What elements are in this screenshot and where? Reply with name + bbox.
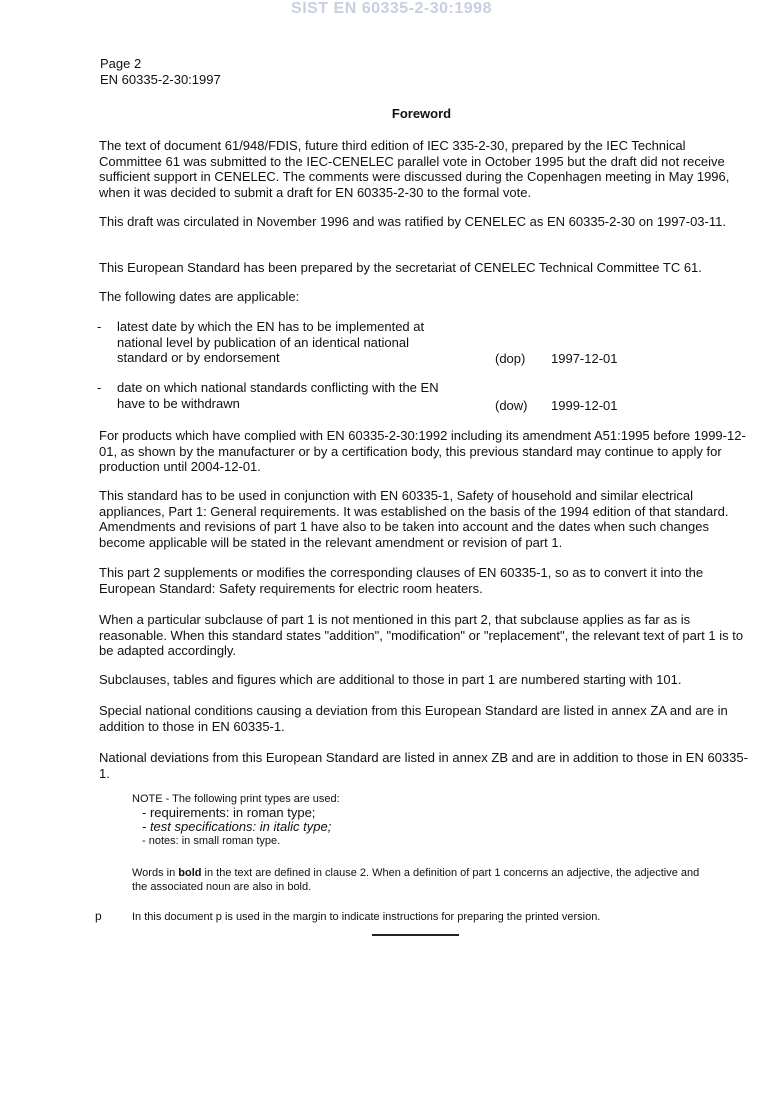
list-item-text: latest date by which the EN has to be implemented at national level by publication of an identical national standard or by endorsement — [117, 319, 425, 365]
paragraph-7: This part 2 supplements or modifies the corresponding clauses of EN 60335-1, so as to convert it into the European Standard: Safety requirements for electric room heaters. — [99, 565, 704, 596]
date-code: (dow) — [495, 398, 528, 413]
paragraph-10: Special national conditions causing a deviation from this European Standard are listed in annex ZA and are in addition to those in EN 60335-1. — [99, 703, 728, 734]
paragraph-6: This standard has to be used in conjunction with EN 60335-1, Safety of household and similar electrical appliances, Part 1: General requirements. It was established on the basis of the 1994 edition of that standard. Amendments and revisions of part 1 have also to be taken into account and the dates when such changes become applicable will be stated in the relevant amendment or revision of part 1. — [99, 488, 729, 550]
note-notes: - notes: in small roman type. — [142, 835, 281, 847]
watermark: SIST EN 60335-2-30:1998 — [291, 0, 492, 17]
bold-note — [132, 866, 712, 894]
list-item-text: date on which national standards conflicting with the EN have to be withdrawn — [117, 380, 439, 411]
paragraph-5: For products which have complied with EN 60335-2-30:1992 including its amendment A51:1995 before 1999-12-01, as shown by the manufacturer or by a certification body, this previous standard may continue to apply for production until 2004-12-01. — [99, 428, 746, 474]
page-title: Foreword — [391, 106, 452, 121]
bold-note-pre: Words in — [132, 867, 179, 879]
date-value: 1997-12-01 — [551, 351, 618, 366]
note-requirements: - requirements: in roman type; — [142, 805, 316, 820]
date-code: (dop) — [495, 351, 526, 366]
bold-note-post: in the text are defined in clause 2. When a definition of part 1 concerns an adjective, the adjective and the associated noun are also in bold. — [132, 867, 700, 893]
paragraph-8: When a particular subclause of part 1 is not mentioned in this part 2, that subclause applies as far as is reasonable. When this standard states "addition", "modification" or "replacement", the relevant text of part 1 is to be adapted accordingly. — [99, 612, 744, 658]
paragraph-11: National deviations from this European Standard are listed in annex ZB and are in addition to those in EN 60335-1. — [99, 750, 748, 781]
end-rule — [372, 934, 459, 936]
margin-note: In this document p is used in the margin to indicate instructions for preparing the printed version. — [132, 911, 601, 923]
paragraph-2: This draft was circulated in November 1996 and was ratified by CENELEC as EN 60335-2-30 on 1997-03-11. — [99, 214, 726, 229]
list-dash: - — [97, 380, 102, 395]
paragraph-4: The following dates are applicable: — [99, 289, 300, 304]
paragraph-3: This European Standard has been prepared by the secretariat of CENELEC Technical Committee TC 61. — [99, 260, 702, 275]
list-dash: - — [97, 319, 102, 334]
note-intro: NOTE - The following print types are used: — [132, 793, 340, 805]
note-tests: - test specifications: in italic type; — [142, 819, 332, 834]
margin-marker: p — [95, 909, 102, 923]
paragraph-9: Subclauses, tables and figures which are additional to those in part 1 are numbered starting with 101. — [99, 672, 682, 687]
note-block — [132, 792, 712, 848]
page-header — [100, 56, 221, 88]
bold-note-word: bold — [178, 867, 202, 879]
page-number: Page 2 — [100, 56, 142, 71]
date-value: 1999-12-01 — [551, 398, 618, 413]
standard-number: EN 60335-2-30:1997 — [100, 72, 221, 87]
paragraph-1: The text of document 61/948/FDIS, future third edition of IEC 335-2-30, prepared by the IEC Technical Committee 61 was submitted to the IEC-CENELEC parallel vote in October 1995 but the draft did not receive sufficient support in CENELEC. The comments were discussed during the Copenhagen meeting in May 1996, when it was decided to submit a draft for EN 60335-2-30 to the formal vote. — [99, 138, 730, 200]
